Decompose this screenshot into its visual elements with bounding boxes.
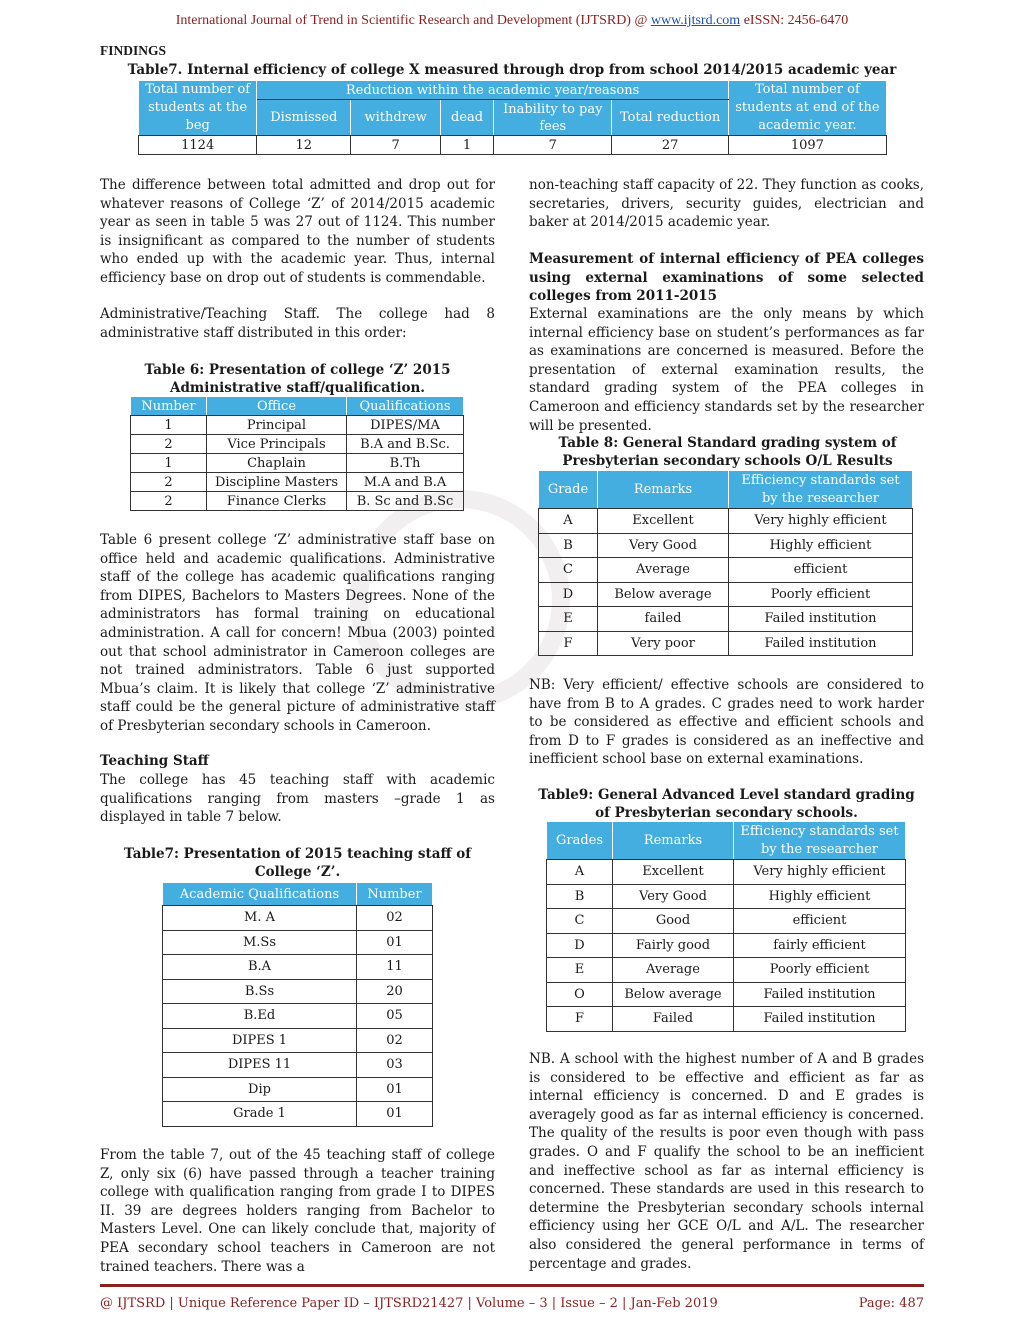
table-cell: 01 <box>357 1102 433 1127</box>
table-cell: failed <box>598 607 729 632</box>
table-cell: B <box>539 533 598 558</box>
table-row <box>539 509 913 534</box>
table-cell: 27 <box>612 136 728 155</box>
col-efficiency-standards: Efficiency standards set by the researcher <box>729 471 913 509</box>
table-row <box>539 582 913 607</box>
table-cell: 05 <box>357 1004 433 1029</box>
table-row <box>163 930 433 955</box>
table-cell: F <box>547 1007 613 1032</box>
col-reduction: Reduction within the academic year/reasons <box>257 81 728 100</box>
table-cell: F <box>539 631 598 656</box>
table-row <box>131 454 464 473</box>
table-cell: 2 <box>131 435 207 454</box>
table-cell: Very highly efficient <box>734 860 906 885</box>
table-cell: 7 <box>351 136 441 155</box>
table-cell: Very highly efficient <box>729 509 913 534</box>
teaching-staff-table <box>162 882 433 1127</box>
table-cell: 20 <box>357 979 433 1004</box>
table-cell: 12 <box>257 136 351 155</box>
table-cell: Dip <box>163 1077 357 1102</box>
col-grades: Grades <box>547 822 613 860</box>
table-cell: Failed institution <box>734 1007 906 1032</box>
table-row <box>163 955 433 980</box>
journal-url-link[interactable]: www.ijtsrd.com <box>650 13 741 28</box>
admin-staff-table <box>130 396 464 511</box>
table-cell: 1 <box>131 454 207 473</box>
table-row <box>547 933 906 958</box>
table7a-caption: Table7. Internal efficiency of college X measured through drop from school 2014/2015 academic year <box>127 62 897 78</box>
table-cell: Very Good <box>613 884 734 909</box>
table-cell: A <box>547 860 613 885</box>
table-cell: DIPES/MA <box>347 416 464 435</box>
table-cell: Highly efficient <box>734 884 906 909</box>
table-cell: M.Ss <box>163 930 357 955</box>
col-number: Number <box>357 883 433 906</box>
footer-divider <box>100 1284 924 1287</box>
col-dead: dead <box>441 100 494 136</box>
table-cell: Very Good <box>598 533 729 558</box>
table-cell: Below average <box>613 982 734 1007</box>
table-row <box>163 1077 433 1102</box>
table-row <box>547 884 906 909</box>
table-cell: M. A <box>163 906 357 931</box>
table-cell: Chaplain <box>207 454 347 473</box>
table8-caption: Table 8: General Standard grading system of Presbyterian secondary schools O/L Results <box>558 435 897 469</box>
table-row <box>547 860 906 885</box>
table-row <box>131 473 464 492</box>
left-paragraph-2: Administrative/Teaching Staff. The college had 8 administrative staff distributed in this order: <box>100 306 495 341</box>
table-row <box>163 1102 433 1127</box>
right-paragraph-1: non-teaching staff capacity of 22. They function as cooks, secretaries, drivers, security guides, electrician and baker at 2014/2015 academic year. <box>529 177 924 231</box>
table-cell: Vice Principals <box>207 435 347 454</box>
table-cell: Excellent <box>613 860 734 885</box>
footer-reference: @ IJTSRD | Unique Reference Paper ID – IJTSRD21427 | Volume – 3 | Issue – 2 | Jan-Feb 2019 <box>100 1296 718 1311</box>
table-cell: Below average <box>598 582 729 607</box>
table-cell: 01 <box>357 1077 433 1102</box>
table-row <box>163 906 433 931</box>
right-paragraph-2: External examinations are the only means by which internal efficiency base on student’s performances as far as examinations are concerned is measured. Before the presentation of external examination results, the standard grading system of the PEA colleges in Cameroon and efficiency standards set by the researcher will be presented. <box>529 306 924 434</box>
table-cell: B.Ss <box>163 979 357 1004</box>
table-cell: B <box>547 884 613 909</box>
right-paragraph-3: NB: Very efficient/ effective schools are considered to have from B to A grades. C grades need to work harder to be considered as effective and efficient schools and from D to F grades is considered as an ineffective and inefficient school base on external examinations. <box>529 677 924 768</box>
table-cell: B.A and B.Sc. <box>347 435 464 454</box>
table-cell: 03 <box>357 1053 433 1078</box>
table-cell: 7 <box>494 136 612 155</box>
col-number: Number <box>131 397 207 416</box>
table-cell: B.A <box>163 955 357 980</box>
table9-caption: Table9: General Advanced Level standard grading of Presbyterian secondary schools. <box>538 787 915 821</box>
table-cell: DIPES 11 <box>163 1053 357 1078</box>
col-remarks: Remarks <box>598 471 729 509</box>
table-cell: Poorly efficient <box>734 958 906 983</box>
table-cell: 01 <box>357 930 433 955</box>
col-inability: Inability to pay fees <box>494 100 612 136</box>
al-grading-table <box>546 821 906 1032</box>
table-cell: Good <box>613 909 734 934</box>
table-row <box>131 416 464 435</box>
page-number: Page: 487 <box>858 1296 924 1311</box>
table-cell: E <box>539 607 598 632</box>
table-cell: Excellent <box>598 509 729 534</box>
col-total-end: Total number of students at end of the academic year. <box>728 81 886 136</box>
table-cell: Discipline Masters <box>207 473 347 492</box>
table-row <box>539 631 913 656</box>
table-cell: efficient <box>734 909 906 934</box>
col-efficiency-standards: Efficiency standards set by the researcher <box>734 822 906 860</box>
running-header <box>0 13 1024 29</box>
table-cell: M.A and B.A <box>347 473 464 492</box>
table-cell: Failed institution <box>734 982 906 1007</box>
journal-name: International Journal of Trend in Scientific Research and Development (IJTSRD) @ <box>175 13 648 28</box>
table-row <box>163 1028 433 1053</box>
table-cell: C <box>547 909 613 934</box>
col-dismissed: Dismissed <box>257 100 351 136</box>
col-academic-qualifications: Academic Qualifications <box>163 883 357 906</box>
table-cell: 2 <box>131 492 207 511</box>
table-cell: A <box>539 509 598 534</box>
table-cell: B.Ed <box>163 1004 357 1029</box>
table-cell: 1097 <box>728 136 886 155</box>
table-cell: Principal <box>207 416 347 435</box>
table-row <box>163 1004 433 1029</box>
left-paragraph-5: From the table 7, out of the 45 teaching staff of college Z, only six (6) have passed through a teacher training college with qualification ranging from grade I to DIPES II. 39 are degrees holders ranging from Bachelor to Masters Level. One can likely conclude that, majority of PEA secondary school teachers in Cameroon are not trained teachers. There was a <box>100 1147 495 1275</box>
table-cell: B.Th <box>347 454 464 473</box>
measurement-heading: Measurement of internal efficiency of PEA colleges using external examinations of some selected colleges from 2011-2015 <box>529 251 924 305</box>
table-row <box>131 435 464 454</box>
table-cell: Very poor <box>598 631 729 656</box>
col-total-beg: Total number of students at the beg <box>139 81 257 136</box>
table-cell: O <box>547 982 613 1007</box>
table-row <box>547 909 906 934</box>
table-cell: C <box>539 558 598 583</box>
table-row <box>547 1007 906 1032</box>
page-footer <box>100 1296 924 1311</box>
dropout-table <box>138 80 887 155</box>
table-row <box>163 1053 433 1078</box>
ol-grading-table <box>538 470 913 656</box>
table-cell: Failed <box>613 1007 734 1032</box>
table-row <box>163 979 433 1004</box>
left-paragraph-1: The difference between total admitted and drop out for whatever reasons of College ‘Z’ of 2014/2015 academic year as seen in table 5 was 27 out of 1124. This number is insignificant as compared to the number of students who ended up with the academic year. Thus, internal efficiency base on drop out of students is commendable. <box>100 177 495 286</box>
table-cell: 11 <box>357 955 433 980</box>
table-cell: Failed institution <box>729 631 913 656</box>
table-cell: Grade 1 <box>163 1102 357 1127</box>
table-cell: Highly efficient <box>729 533 913 558</box>
table-cell: B. Sc and B.Sc <box>347 492 464 511</box>
table-cell: Failed institution <box>729 607 913 632</box>
table-cell: efficient <box>729 558 913 583</box>
table6-caption: Table 6: Presentation of college ‘Z’ 2015 Administrative staff/qualification. <box>144 362 451 396</box>
col-qualifications: Qualifications <box>347 397 464 416</box>
col-office: Office <box>207 397 347 416</box>
table-cell: fairly efficient <box>734 933 906 958</box>
table-cell: Poorly efficient <box>729 582 913 607</box>
table-cell: Average <box>613 958 734 983</box>
table-row <box>539 558 913 583</box>
table-cell: Finance Clerks <box>207 492 347 511</box>
table-row <box>547 982 906 1007</box>
table7b-caption: Table7: Presentation of 2015 teaching staff of College ‘Z’. <box>123 846 472 880</box>
table-cell: 2 <box>131 473 207 492</box>
col-withdrew: withdrew <box>351 100 441 136</box>
table-cell: 1124 <box>139 136 257 155</box>
col-grade: Grade <box>539 471 598 509</box>
table-cell: 02 <box>357 906 433 931</box>
findings-heading: FINDINGS <box>100 43 167 58</box>
table-cell: 02 <box>357 1028 433 1053</box>
table-row <box>139 136 887 155</box>
table-cell: E <box>547 958 613 983</box>
teaching-staff-heading: Teaching Staff <box>100 753 209 769</box>
table-row <box>539 607 913 632</box>
left-paragraph-4: The college has 45 teaching staff with academic qualifications ranging from masters –grade 1 as displayed in table 7 below. <box>100 772 495 826</box>
table-cell: Average <box>598 558 729 583</box>
table-row <box>539 533 913 558</box>
table-cell: D <box>547 933 613 958</box>
col-total-reduction: Total reduction <box>612 100 728 136</box>
col-remarks: Remarks <box>613 822 734 860</box>
table-cell: Fairly good <box>613 933 734 958</box>
table-row <box>131 492 464 511</box>
table-row <box>547 958 906 983</box>
left-paragraph-3: Table 6 present college ‘Z’ administrative staff base on office held and academic qualifications. Administrative staff of the college has academic qualifications ranging from DIPES, Bachelors to Masters Degrees. None of the administrators has formal training on educational administration. A call for concern! Mbua (2003) pointed out that school administrator in Cameroon colleges are not trained administrators. Table 6 just supported Mbua’s claim. It is likely that college ‘Z’ administrative staff could be the general picture of administrative staff of Presbyterian secondary schools in Cameroon. <box>100 532 495 734</box>
table-cell: 1 <box>441 136 494 155</box>
table-cell: D <box>539 582 598 607</box>
issn: eISSN: 2456-6470 <box>743 13 849 28</box>
right-paragraph-4: NB. A school with the highest number of A and B grades is considered to be effective and efficient as far as internal efficiency is concerned. D and E grades is averagely good as far as internal efficiency is concerned. The quality of the results is poor even though with pass grades. O and F qualify the school to be an inefficient and ineffective school as far as internal efficiency is concerned. These standards are used in this research to determine the Presbyterian secondary schools internal efficiency using her GCE O/L and A/L. The researcher also considered the general performance in terms of percentage and grades. <box>529 1051 924 1272</box>
table-cell: 1 <box>131 416 207 435</box>
table-cell: DIPES 1 <box>163 1028 357 1053</box>
